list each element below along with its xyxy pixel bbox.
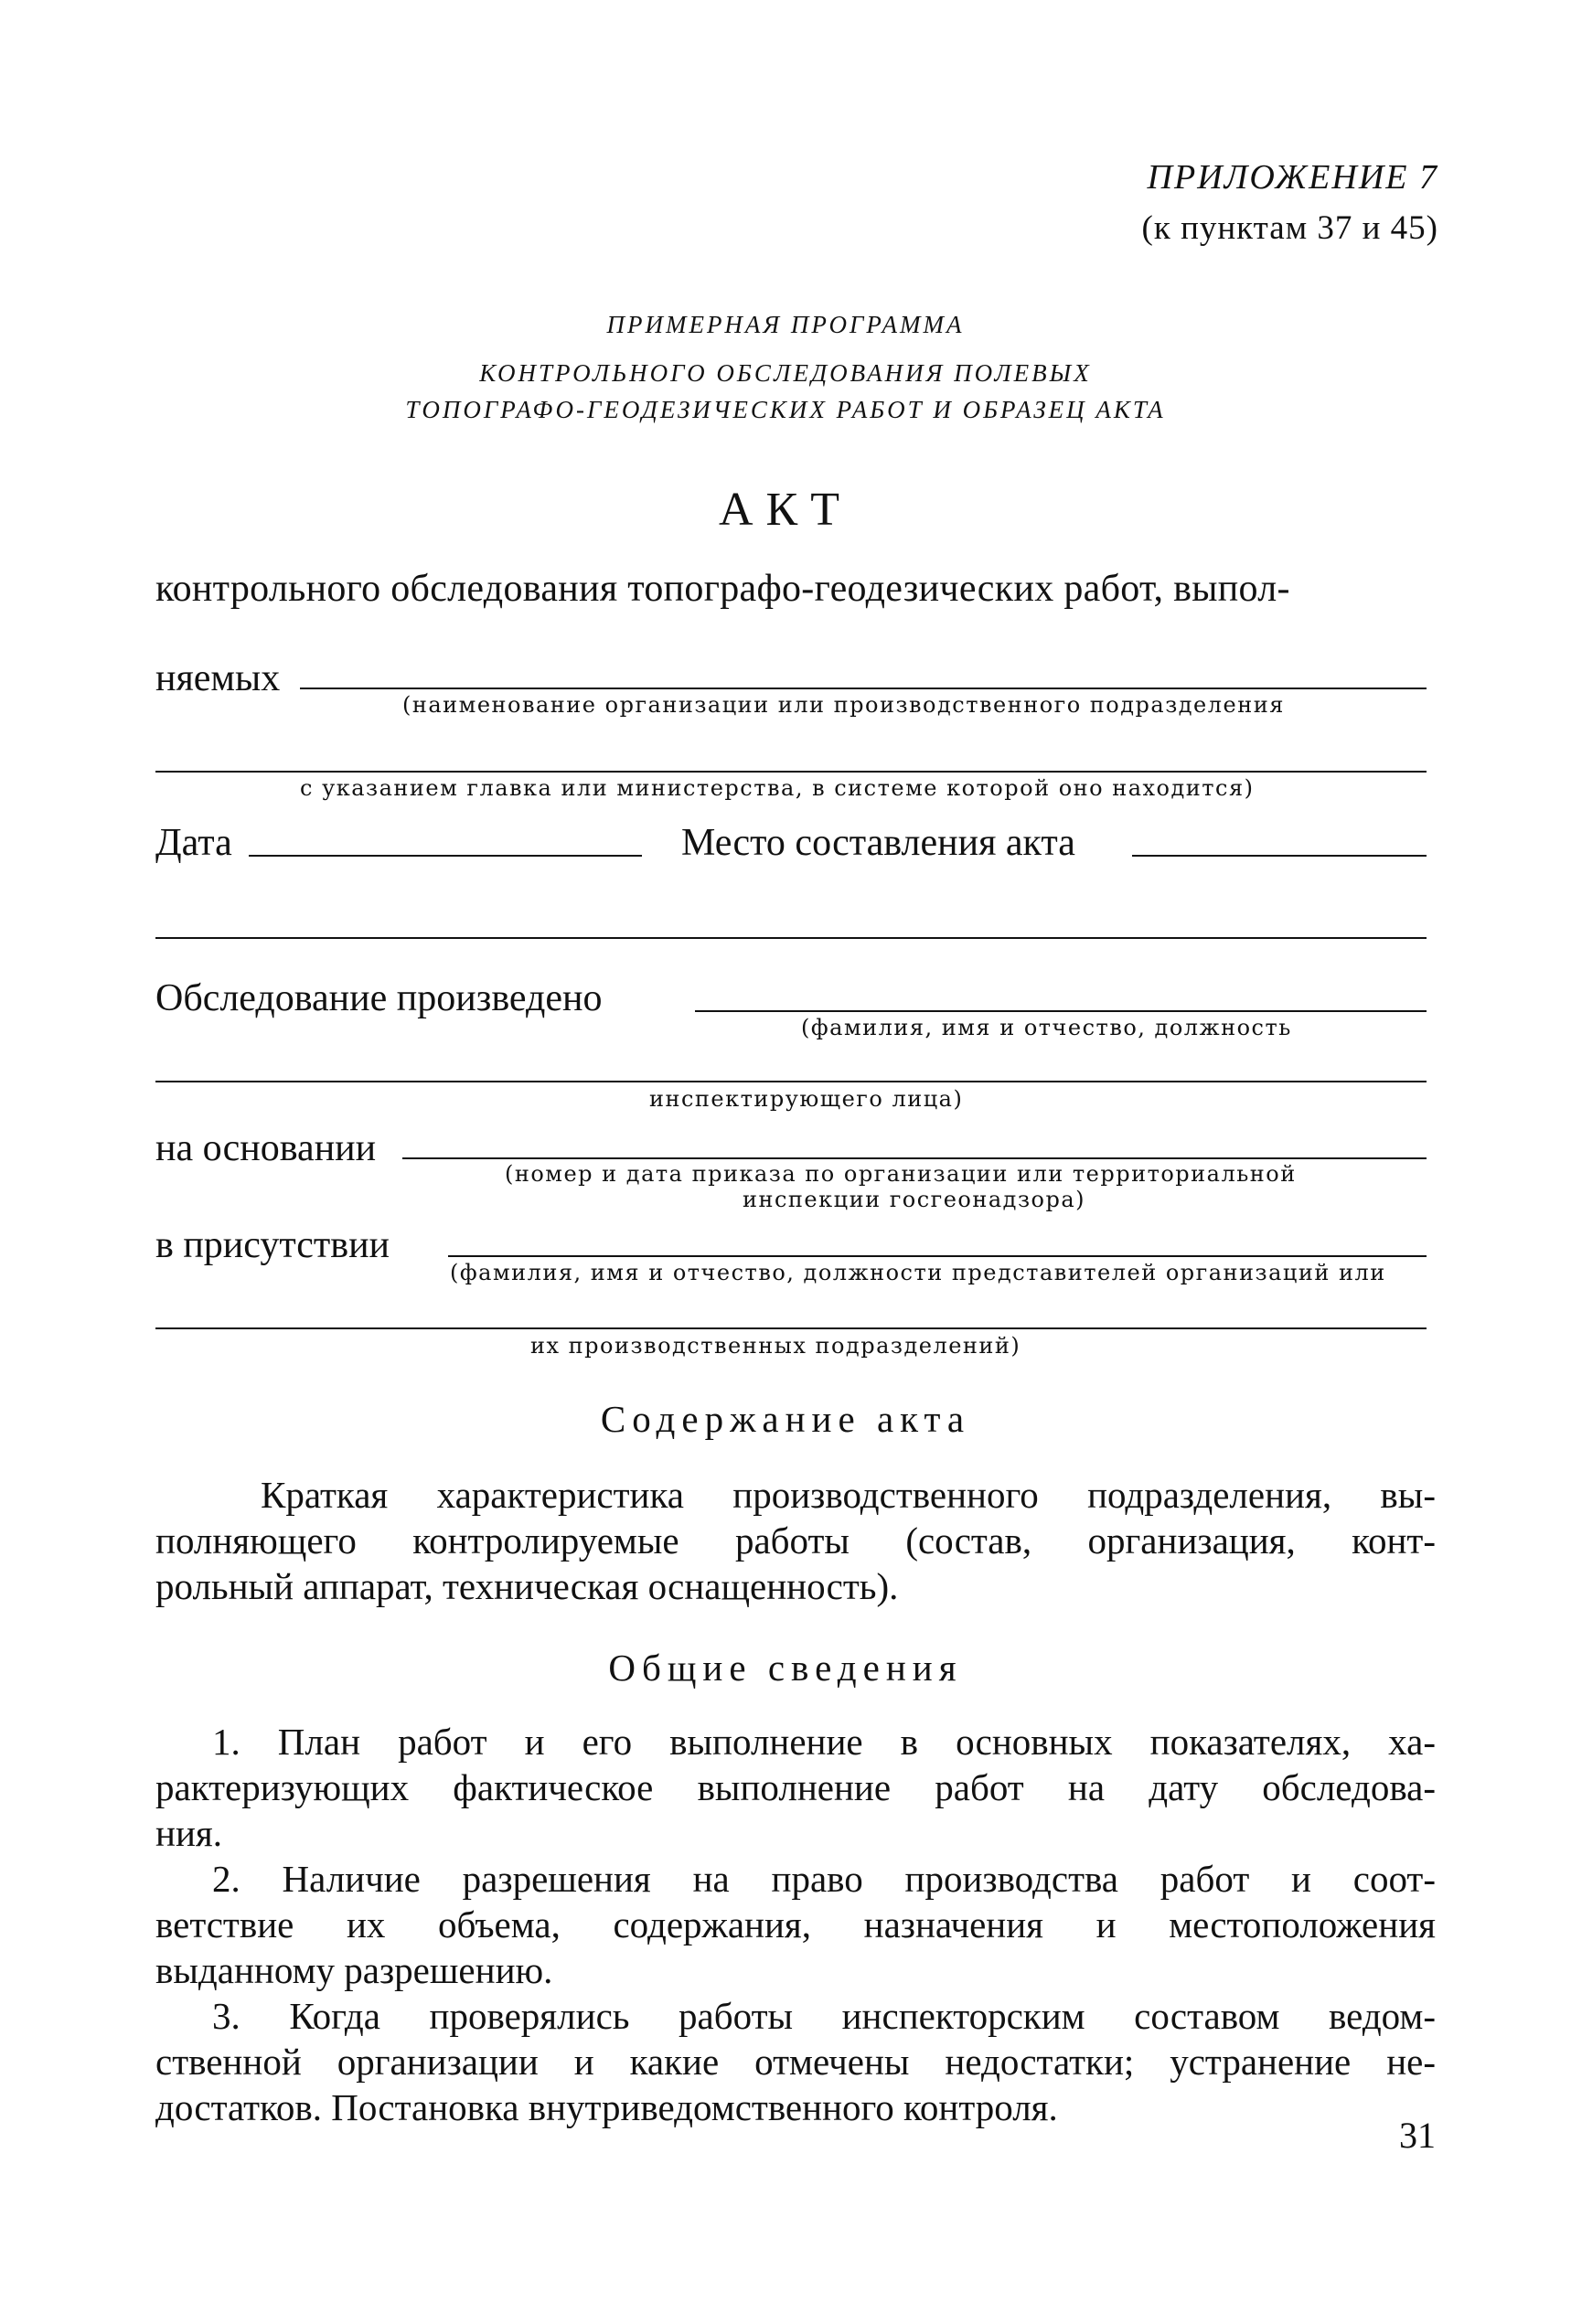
paragraph-line: полняющего контролируемые работы (состав, организация, конт-: [155, 1519, 1436, 1562]
inspected-label: Обследование произведено: [155, 977, 603, 1019]
inspector-caption: (фамилия, имя и отчество, должность: [801, 1015, 1292, 1040]
org-caption-2: с указанием главка или министерства, в системе которой оно находится): [300, 775, 1255, 801]
paragraph-line: достатков. Постановка внутриведомственного контроля.: [155, 2086, 1058, 2128]
program-title-line-2: КОНТРОЛЬНОГО ОБСЛЕДОВАНИЯ ПОЛЕВЫХ: [479, 359, 1092, 387]
program-title-line-1: ПРИМЕРНАЯ ПРОГРАММА: [606, 311, 965, 338]
basis-caption-2: инспекции госгеонадзора): [743, 1187, 1086, 1212]
section-content-paragraph: [155, 1472, 1436, 1609]
paragraph-line: 3. Когда проверялись работы инспекторским составом ведом-: [212, 1995, 1436, 2037]
org-name-line-2[interactable]: [155, 771, 1427, 773]
appendix-reference: (к пунктам 37 и 45): [1141, 209, 1438, 247]
act-subtitle-line-1: контрольного обследования топографо-геодезических работ, выпол-: [155, 568, 1290, 610]
presence-line-2[interactable]: [155, 1327, 1427, 1329]
org-caption: (наименование организации или производственного подразделения: [402, 692, 1285, 718]
paragraph-line: 1. План работ и его выполнение в основных показателях, ха-: [212, 1721, 1436, 1763]
date-line[interactable]: [249, 855, 642, 857]
presence-caption: (фамилия, имя и отчество, должности представителей организаций или: [450, 1260, 1386, 1285]
act-title: АКТ: [719, 484, 852, 536]
act-subtitle-line-2: няемых: [155, 657, 281, 699]
presence-line[interactable]: [448, 1255, 1427, 1257]
paragraph-line: ственной организации и какие отмечены недостатки; устранение не-: [155, 2041, 1436, 2083]
inspector-line[interactable]: [695, 1010, 1427, 1012]
inspector-line-2[interactable]: [155, 1081, 1427, 1082]
presence-label: в присутствии: [155, 1224, 390, 1266]
place-label: Место составления акта: [681, 822, 1075, 864]
basis-line[interactable]: [402, 1157, 1427, 1159]
item-2-paragraph: [155, 1856, 1436, 1993]
program-title-line-3: ТОПОГРАФО-ГЕОДЕЗИЧЕСКИХ РАБОТ И ОБРАЗЕЦ АКТА: [405, 396, 1166, 423]
paragraph-line: ветствие их объема, содержания, назначения и местоположения: [155, 1903, 1436, 1946]
item-3-paragraph: [155, 1993, 1436, 2130]
basis-caption: (номер и дата приказа по организации или территориальной: [505, 1161, 1297, 1187]
paragraph-line: Краткая характеристика производственного подразделения, вы-: [261, 1474, 1436, 1516]
page-number: 31: [1399, 2115, 1436, 2156]
place-line[interactable]: [1132, 855, 1427, 857]
presence-caption-2: их производственных подразделений): [530, 1333, 1021, 1359]
paragraph-line: выданному разрешению.: [155, 1949, 553, 1991]
basis-label: на основании: [155, 1127, 377, 1169]
paragraph-line: ния.: [155, 1812, 222, 1854]
paragraph-line: рактеризующих фактическое выполнение работ на дату обследова-: [155, 1766, 1436, 1808]
inspector-caption-2: инспектирующего лица): [649, 1086, 964, 1112]
paragraph-line: рольный аппарат, техническая оснащенность).: [155, 1565, 899, 1607]
org-name-line[interactable]: [300, 688, 1427, 689]
item-1-paragraph: [155, 1719, 1436, 1856]
paragraph-line: 2. Наличие разрешения на право производства работ и соот-: [212, 1858, 1436, 1900]
appendix-label: ПРИЛОЖЕНИЕ 7: [1147, 158, 1438, 197]
section-title-general: Общие сведения: [608, 1647, 963, 1689]
date-label: Дата: [155, 822, 232, 864]
section-title-content: Содержание акта: [600, 1398, 971, 1440]
place-line-2[interactable]: [155, 937, 1427, 939]
